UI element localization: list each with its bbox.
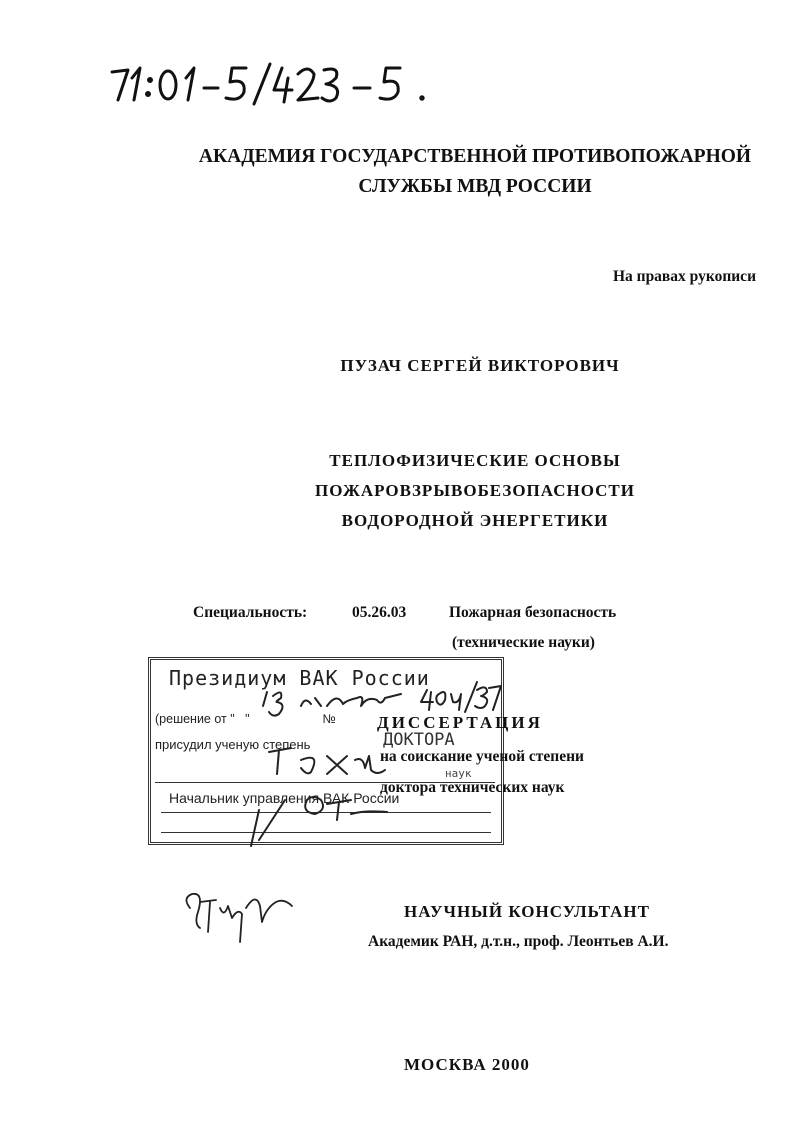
stamp-degree: ДОКТОРА (383, 730, 455, 750)
academy-line-1: АКАДЕМИЯ ГОСУДАРСТВЕННОЙ ПРОТИВОПОЖАРНОЙ (198, 146, 752, 167)
handwritten-month (301, 694, 401, 706)
stamp-title: Президиум ВАК России (169, 666, 430, 690)
stamp-signature-line (161, 812, 491, 813)
author-name: ПУЗАЧ СЕРГЕЙ ВИКТОРОВИЧ (340, 356, 620, 375)
academy-line-2: СЛУЖБЫ МВД РОССИИ (358, 176, 592, 197)
rights-note: На правах рукописи (612, 268, 756, 285)
dissertation-title (275, 446, 675, 536)
specialty-subtitle: (технические науки) (452, 634, 595, 651)
city-year: МОСКВА 2000 (404, 1055, 530, 1074)
stamp-bottom-line (161, 832, 491, 833)
consultant-title: НАУЧНЫЙ КОНСУЛЬТАНТ (404, 902, 650, 921)
title-line-2: ПОЖАРОВЗРЫВОБЕЗОПАСНОСТИ (315, 481, 635, 500)
handwritten-catalog-number (110, 58, 430, 108)
stamp-awarded: присудил ученую степень (155, 737, 311, 752)
degree-line-1: на соискание ученой степени (380, 748, 584, 765)
specialty-code: 05.26.03 (352, 604, 407, 621)
stamp-science: наук (445, 767, 472, 780)
specialty-name: Пожарная безопасность (449, 604, 617, 621)
title-line-3: ВОДОРОДНОЙ ЭНЕРГЕТИКИ (341, 511, 609, 530)
specialty-label: Специальность: (193, 604, 308, 621)
handwritten-number (421, 682, 501, 712)
handwritten-slash (251, 800, 285, 846)
academy-name (150, 142, 793, 202)
handwritten-signature (180, 878, 300, 948)
stamp-head: Начальник управления ВАК России (169, 790, 400, 806)
document-type: ДИССЕРТАЦИЯ (377, 713, 543, 732)
consultant-name: Академик РАН, д.т.н., проф. Леонтьев А.И. (368, 933, 669, 950)
stamp-decision: (решение от " " № (155, 712, 336, 726)
title-line-1: ТЕПЛОФИЗИЧЕСКИЕ ОСНОВЫ (329, 451, 621, 470)
degree-line-2: доктора технических наук (380, 779, 565, 796)
